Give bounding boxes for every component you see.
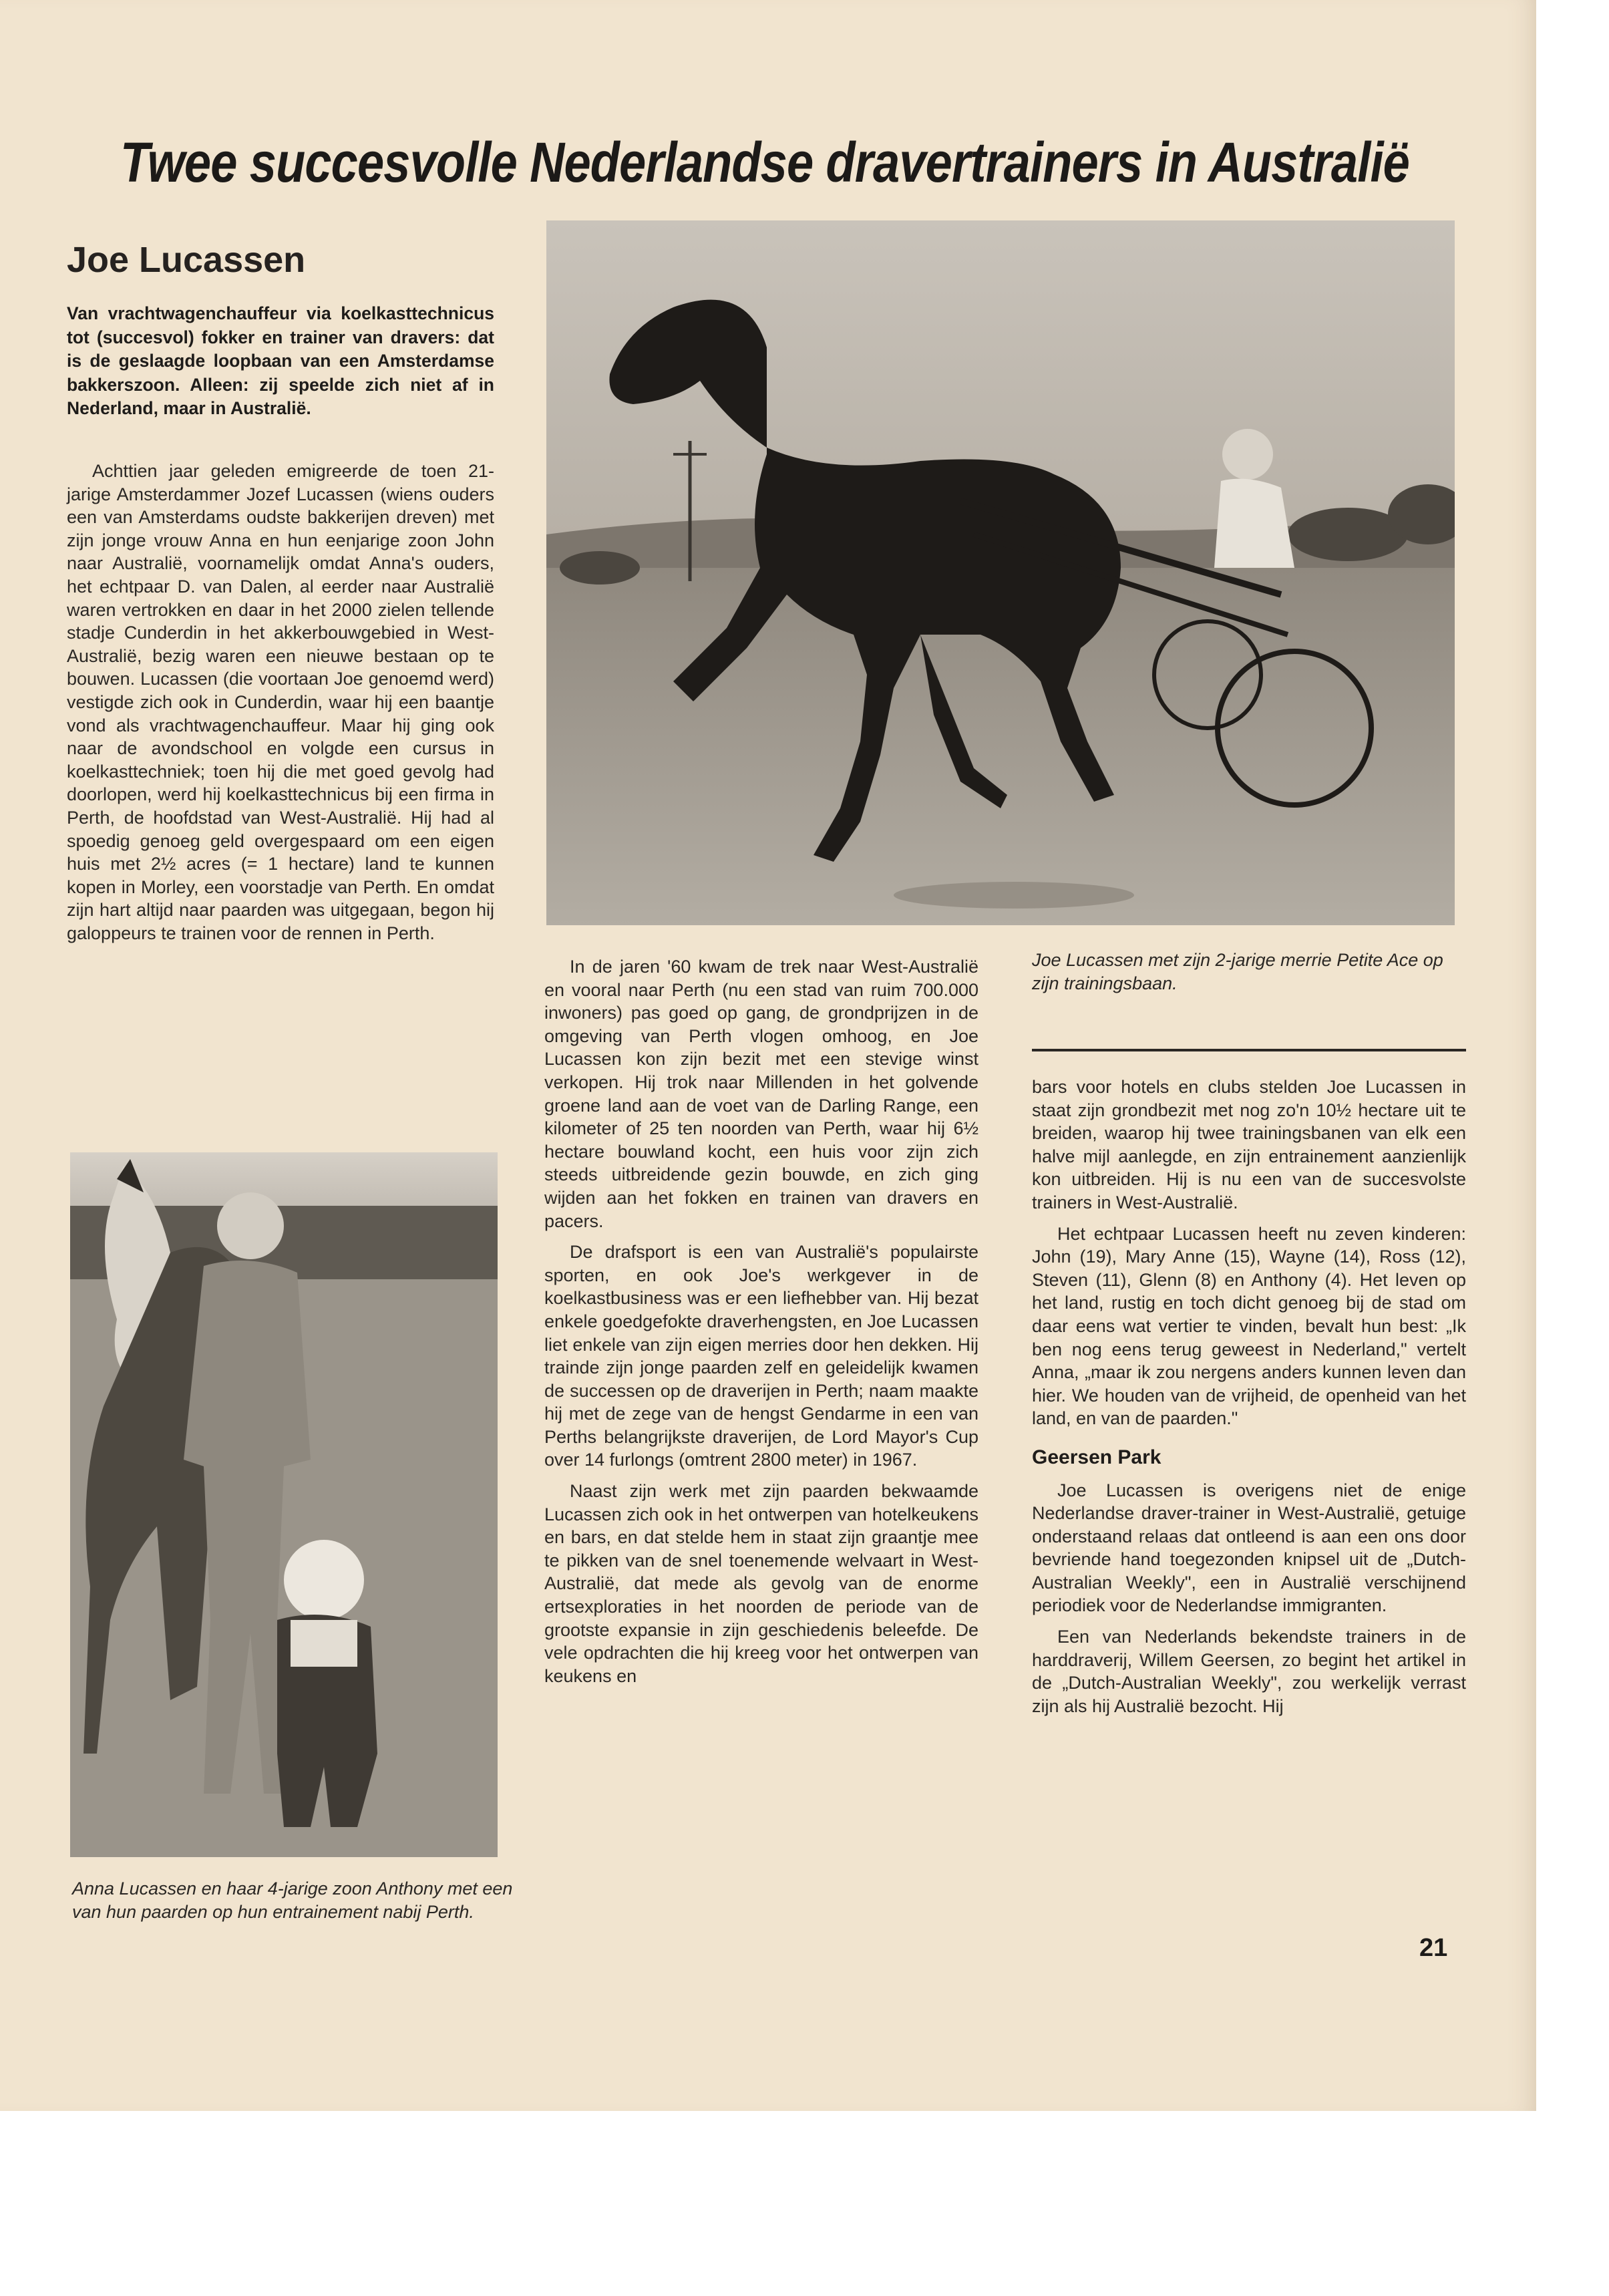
paragraph: Naast zijn werk met zijn paarden bekwaamde Lucassen zich ook in het ontwerpen van hotelkeukens en bars, en dat stelde hem in staat zijn graantje mee te pikken van de snel toenemende welvaart in West-Australië, dat mede als gevolg van de enorme ertsexploraties in het noorden de periode van de grootste expansie in zijn geschiedenis beleefde. De vele opdrachten die hij kreeg voor het ontwerpen van keukens en xyxy=(544,1481,978,1686)
photo-caption-1: Joe Lucassen met zijn 2-jarige merrie Petite Ace op zijn trainingsbaan. xyxy=(1032,950,1443,993)
article-intro: Van vrachtwagenchauffeur via koelkasttechnicus tot (succesvol) fokker en trainer van dravers: dat is de geslaagde loopbaan van een Amsterdamse bakkerszoon. Alleen: zij speelde zich niet af in Nederland, maar in Australië. xyxy=(67,303,494,418)
text-column-1 xyxy=(67,460,494,953)
paragraph: Achttien jaar geleden emigreerde de toen 21-jarige Amsterdammer Jozef Lucassen (wiens ouders een van Amsterdams oudste bakkerijen dreven) met zijn jonge vrouw Anna en hun eenjarige zoon John naar Australië, voornamelijk omdat Anna's ouders, het echtpaar D. van Dalen, al eerder naar Australië waren vertrokken en daar in het 2000 zielen tellende stadje Cunderdin in het akkerbouwgebied in West-Australië, bezig waren een nieuwe bestaan op te bouwen. Lucassen (die voortaan Joe genoemd werd) vestigde zich ook in Cunderdin, waar hij een baantje vond als vrachtwagenchauffeur. Maar hij ging ook naar de avondschool en volgde een cursus in koelkasttechniek; toen hij die met goed gevolg had doorlopen, werd hij koelkasttechnicus bij een firma in Perth, de hoofdstad van West-Australië. Hij had al spoedig genoeg geld overgespaard om een eigen huis met 2½ acres (= 1 hectare) land te kunnen kopen in Morley, een voorstadje van Perth. En omdat zijn hart altijd naar paarden was uitgegaan, begon hij galoppeurs te trainen voor de rennen in Perth. xyxy=(67,461,494,943)
paragraph: Het echtpaar Lucassen heeft nu zeven kinderen: John (19), Mary Anne (15), Wayne (14), Ross (12), Steven (11), Glenn (8) en Anthony (4). Het leven op het land, rustig en toch dicht genoeg bij de stad om daar eens wat vertier te vinden, bevalt hun best: „Ik ben nog eens terug geweest in Nederland," vertelt Anna, „maar ik zou nergens anders kunnen leven dan hier. We houden van de vrijheid, de openheid van het land, en van de paarden." xyxy=(1032,1223,1466,1429)
column-divider xyxy=(1032,1049,1466,1051)
paragraph: bars voor hotels en clubs stelden Joe Lucassen in staat zijn grondbezit met nog zo'n 10½ hectare uit te breiden, waarop hij twee trainingsbanen van elk een halve mijl aanlegde, en zijn entrainement aanzienlijk kon uitbreiden. Hij is nu een van de succesvolste trainers in West-Australië. xyxy=(1032,1077,1466,1212)
paragraph: Een van Nederlands bekendste trainers in de harddraverij, Willem Geersen, zo begint het artikel in de „Dutch-Australian Weekly", zou werkelijk verrast zijn als hij Australië bezocht. Hij xyxy=(1032,1627,1466,1716)
paragraph: Joe Lucassen is overigens niet de enige Nederlandse draver-trainer in West-Australië, getuige onderstaand relaas dat ontleend is aan een ons door bevriende hand toegezonden knipsel uit de „Dutch-Australian Weekly", een in Australië verschijnend periodiek voor de Nederlandse immigranten. xyxy=(1032,1480,1466,1616)
article-headline: Twee succesvolle Nederlandse dravertrainers in Australië xyxy=(120,131,1409,194)
page-number: 21 xyxy=(1419,1934,1448,1962)
paragraph: De drafsport is een van Australië's populairste sporten, en ook Joe's werkgever in de koelkastbusiness was er een liefhebber van. Hij bezat enkele goedgefokte draverhengsten, en Joe Lucassen liet enkele van zijn eigen merries door hen dekken. Hij trainde zijn jonge paarden zelf en geleidelijk kwamen de successen op de draverijen in Perth; naam maakte hij met de zege van de hengst Gendarme in een van Perths belangrijkste draverijen, de Lord Mayor's Cup over 14 furlongs (omtrent 2800 meter) in 1967. xyxy=(544,1242,978,1470)
text-column-3 xyxy=(1032,1076,1466,1726)
paragraph: In de jaren '60 kwam de trek naar West-Australië en vooral naar Perth (nu een stad van ruim 700.000 inwoners) pas goed op gang, de grondprijzen in de omgeving van Perth vlogen omhoog, en Joe Lucassen kon zijn bezit met een stevige winst verkopen. Hij trok naar Millenden in het golvende groene land aan de voet van de Darling Range, een kilometer of 25 ten noorden van Perth, waar hij 6½ hectare bouwland kocht, een huis voor zijn zich steeds uitbreidende gezin bouwde, en zich ging wijden aan het fokken en trainen van dravers en pacers. xyxy=(544,957,978,1231)
photo-woman-child-horse xyxy=(70,1152,498,1857)
text-column-2 xyxy=(544,955,978,1695)
article-subhead: Joe Lucassen xyxy=(67,240,306,280)
photo-caption-2: Anna Lucassen en haar 4-jarige zoon Anthony met een van hun paarden op hun entrainement nabij Perth. xyxy=(72,1878,513,1922)
photo-horse-sulky xyxy=(546,220,1455,925)
section-heading: Geersen Park xyxy=(1032,1446,1161,1468)
